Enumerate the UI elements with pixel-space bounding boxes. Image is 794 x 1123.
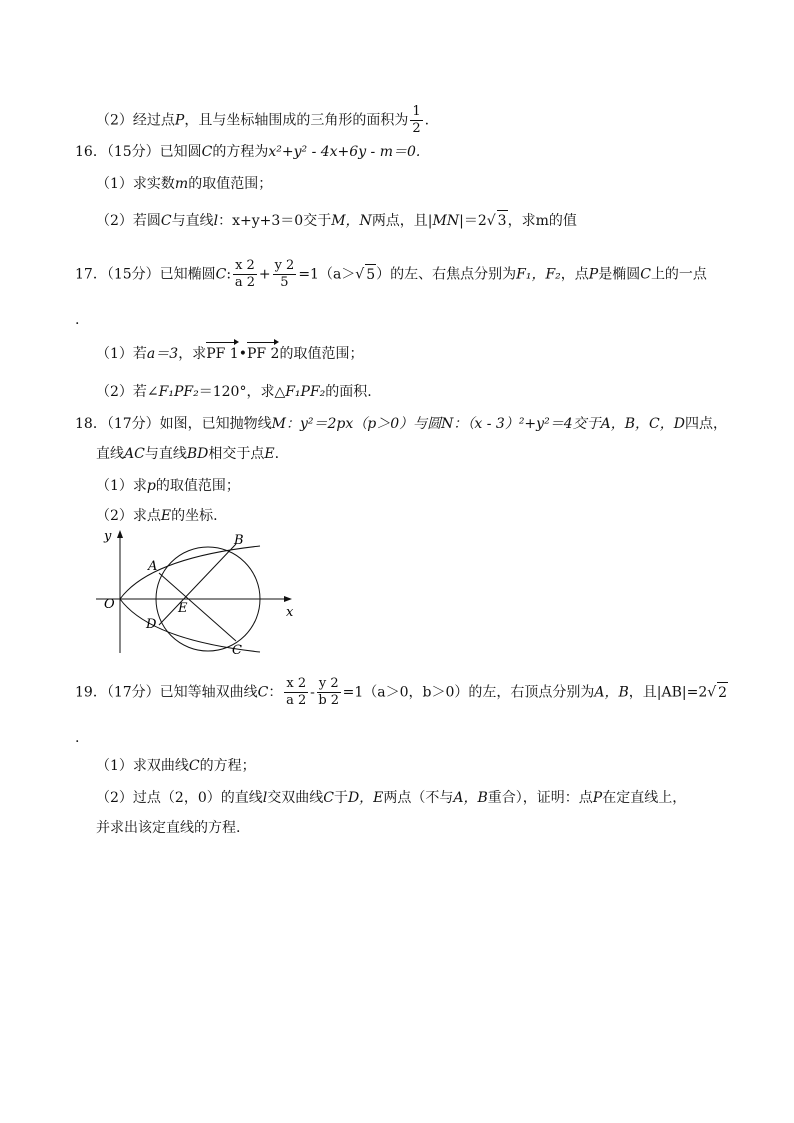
fraction-one-half: $\frac{1}{2}$ <box>412 104 421 136</box>
line-bd <box>159 544 236 625</box>
label-x: x <box>286 605 294 620</box>
vector-pf1: PF 1 <box>206 342 239 364</box>
fraction-x2-a2: $\frac{x 2}{a 2}$ <box>286 676 307 708</box>
p19-head: 19．（17分）已知等轴双曲线C： $\frac{x 2}{a 2}$ - $\frac{y 2}{b 2}$ =1（a＞0，b＞0）的左，右顶点分别为A，B，且|AB|=2√ 2 <box>75 676 728 708</box>
p16-sub2: （2）若圆C与直线l：x+y+3＝0交于M，N两点，且|MN|＝2√ 3，求m的值 <box>96 210 577 231</box>
label-d: D <box>146 617 157 632</box>
x-axis-arrow-icon <box>284 596 292 602</box>
line-ac <box>159 573 236 641</box>
p19-sub2-cont: 并求出该定直线的方程. <box>96 820 241 836</box>
label-o: O <box>104 597 115 612</box>
sqrt-symbol: √ <box>486 213 496 229</box>
label-y: y <box>104 529 112 544</box>
p18-line2: 直线AC与直线BD相交于点E. <box>96 446 280 462</box>
p18-sub1: （1）求p的取值范围； <box>96 478 240 494</box>
p19-dot: . <box>75 730 80 746</box>
p15-part2: （2）经过点P，且与坐标轴围成的三角形的面积为 $\frac{1}{2}$ . <box>96 104 430 136</box>
p18-sub2: （2）求点E的坐标. <box>96 508 218 524</box>
y-axis-arrow-icon <box>117 530 123 538</box>
fraction-y2-5: $\frac{y 2}{5}$ <box>274 258 295 290</box>
parabola-circle-figure <box>90 528 305 662</box>
label-c: C <box>232 643 242 658</box>
p17-sub1: （1）若a＝3，求PF 1•PF 2的取值范围； <box>96 342 363 364</box>
fraction-x2-a2: $\frac{x 2}{a 2}$ <box>234 258 256 290</box>
p16-head: 16．（15分）已知圆C的方程为x²+y² - 4x+6y - m＝0. <box>75 144 421 160</box>
figure-svg <box>90 528 305 658</box>
label-e: E <box>178 601 188 616</box>
label-a: A <box>148 559 158 574</box>
p19-sub2: （2）过点（2，0）的直线l交双曲线C于D，E两点（不与A，B重合），证明：点P在定直线上， <box>96 790 687 806</box>
p16-sub1: （1）求实数m的取值范围； <box>96 176 273 192</box>
fraction-y2-b2: $\frac{y 2}{b 2}$ <box>318 676 340 708</box>
p17-head: 17．（15分）已知椭圆C: $\frac{x 2}{a 2}$ + $\frac{y 2}{5}$ =1（a＞√ 5）的左、右焦点分别为F₁，F₂，点P是椭圆C上的一点 <box>75 258 707 290</box>
sqrt-symbol: √ <box>707 684 717 701</box>
sqrt-symbol: √ <box>355 266 365 283</box>
label-b: B <box>234 533 244 548</box>
p17-dot: . <box>75 312 80 328</box>
p18-head: 18．（17分）如图，已知抛物线M：y²＝2px（p＞0）与圆N：（x - 3）²+y²＝4交于A，B，C，D四点， <box>75 416 727 432</box>
vector-pf2: PF 2 <box>247 342 280 364</box>
p19-sub1: （1）求双曲线C的方程； <box>96 758 256 774</box>
p17-sub2: （2）若∠F₁PF₂＝120°，求△F₁PF₂的面积. <box>96 384 372 400</box>
